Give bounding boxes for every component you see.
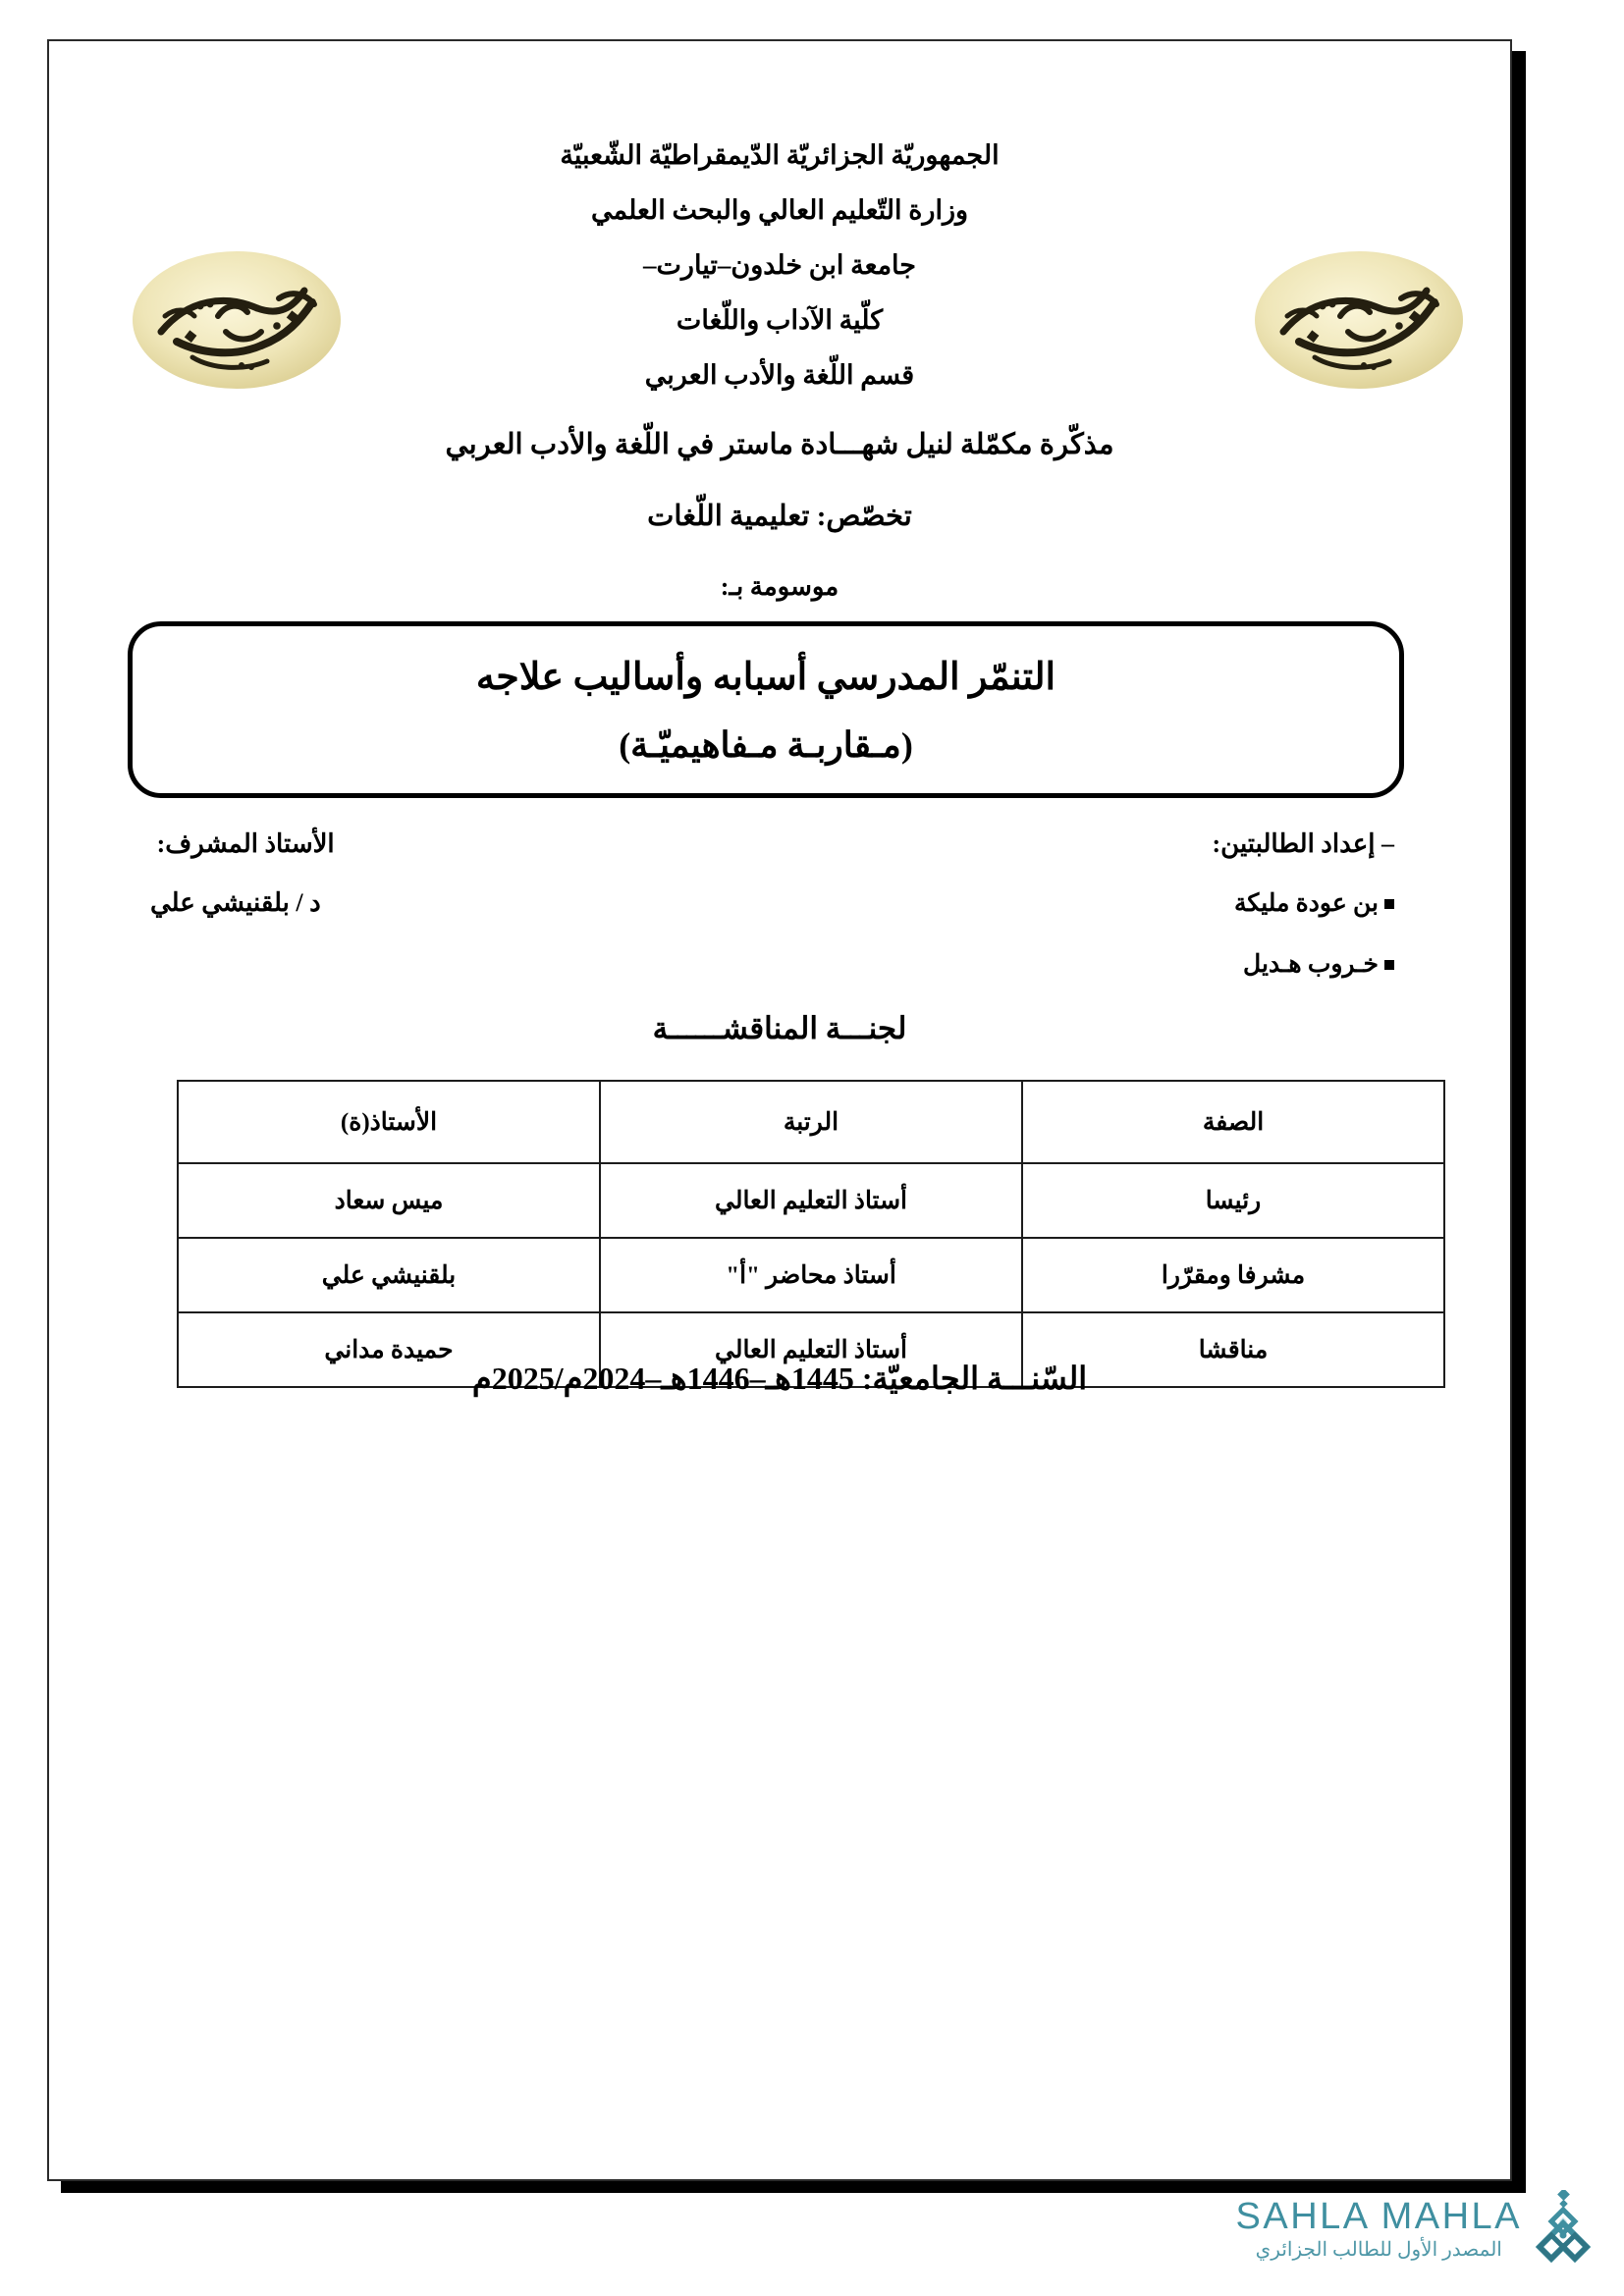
cell-ustadh: حميدة مداني [178,1312,600,1387]
student-name: بن عودة مليكة [1234,890,1379,917]
people-block [47,829,1512,1006]
table-header-row [178,1081,1444,1163]
university-logo-right [1254,247,1465,393]
header-line-faculty: كلّية الآداب واللّغات [676,305,884,335]
cell-ustadh: ميس سعاد [178,1163,600,1238]
student-name-item [1213,888,1395,918]
degree-block [47,427,1512,602]
jury-heading: لجنـــة المناقشــــــة [652,1011,907,1045]
supervisor-name: د / بلقنيشي علي [150,888,321,917]
sahla-mahla-diamond-icon [1532,2190,1595,2269]
students-block [1213,829,1395,1010]
cell-rutba: أستاذ محاضر "أ" [600,1238,1022,1312]
cell-rutba: أستاذ التعليم العالي [600,1163,1022,1238]
supervisor-block [150,829,335,918]
cell-ustadh: بلقنيشي علي [178,1238,600,1312]
degree-tagged-by: موسومة بـ: [720,572,839,601]
student-name-item [1213,949,1395,979]
cell-sifa: مناقشا [1022,1312,1444,1387]
thesis-title-main: التنمّر المدرسي أسبابه وأساليب علاجه [475,656,1056,698]
supervisor-heading: الأستاذ المشرف: [156,829,335,858]
academic-year: السّنـــة الجامعيّة: 1445هـ–1446هـ–2024م/2025م [471,1361,1088,1396]
column-header-sifa: الصفة [1022,1081,1444,1163]
bullet-square-icon [1384,899,1394,909]
cell-sifa: رئيسا [1022,1163,1444,1238]
jury-table [177,1080,1445,1388]
university-logo-left [132,247,343,393]
page-content [47,39,1512,2181]
watermark-tagline: المصدر الأول للطالب الجزائري [1255,2238,1502,2261]
bullet-square-icon [1384,960,1394,970]
sahla-mahla-watermark [1236,2190,1596,2269]
table-row [178,1238,1444,1312]
watermark-brand: SAHLA MAHLA [1235,2195,1522,2237]
header-line-department: قسم اللّغة والأدب العربي [644,360,915,390]
header-line-ministry: وزارة التّعليم العالي والبحث العلمي [590,195,969,225]
student-name: خـروب هـديل [1243,951,1379,978]
cell-sifa: مشرفا ومقرّرا [1022,1238,1444,1312]
degree-specialization: تخصّص: تعليمية اللّغات [647,501,912,532]
watermark-text [1235,2195,1523,2262]
students-heading: – إعداد الطالبتين: [1212,829,1394,858]
cell-rutba: أستاذ التعليم العالي [600,1312,1022,1387]
table-row [178,1163,1444,1238]
thesis-title-subtitle: (مـقاربـة مـفاهيميّـة) [619,724,913,765]
thesis-title-box [128,621,1404,798]
column-header-rutba: الرتبة [600,1081,1022,1163]
degree-statement: مذكّرة مكمّلة لنيل شهـــادة ماستر في اللّغة والأدب العربي [445,429,1114,460]
header-line-university: جامعة ابن خلدون–تيارت– [643,250,916,280]
column-header-ustadh: الأستاذ(ة) [178,1081,600,1163]
header-line-republic: الجمهوريّة الجزائريّة الدّيمقراطيّة الشّعبيّة [560,140,1000,170]
